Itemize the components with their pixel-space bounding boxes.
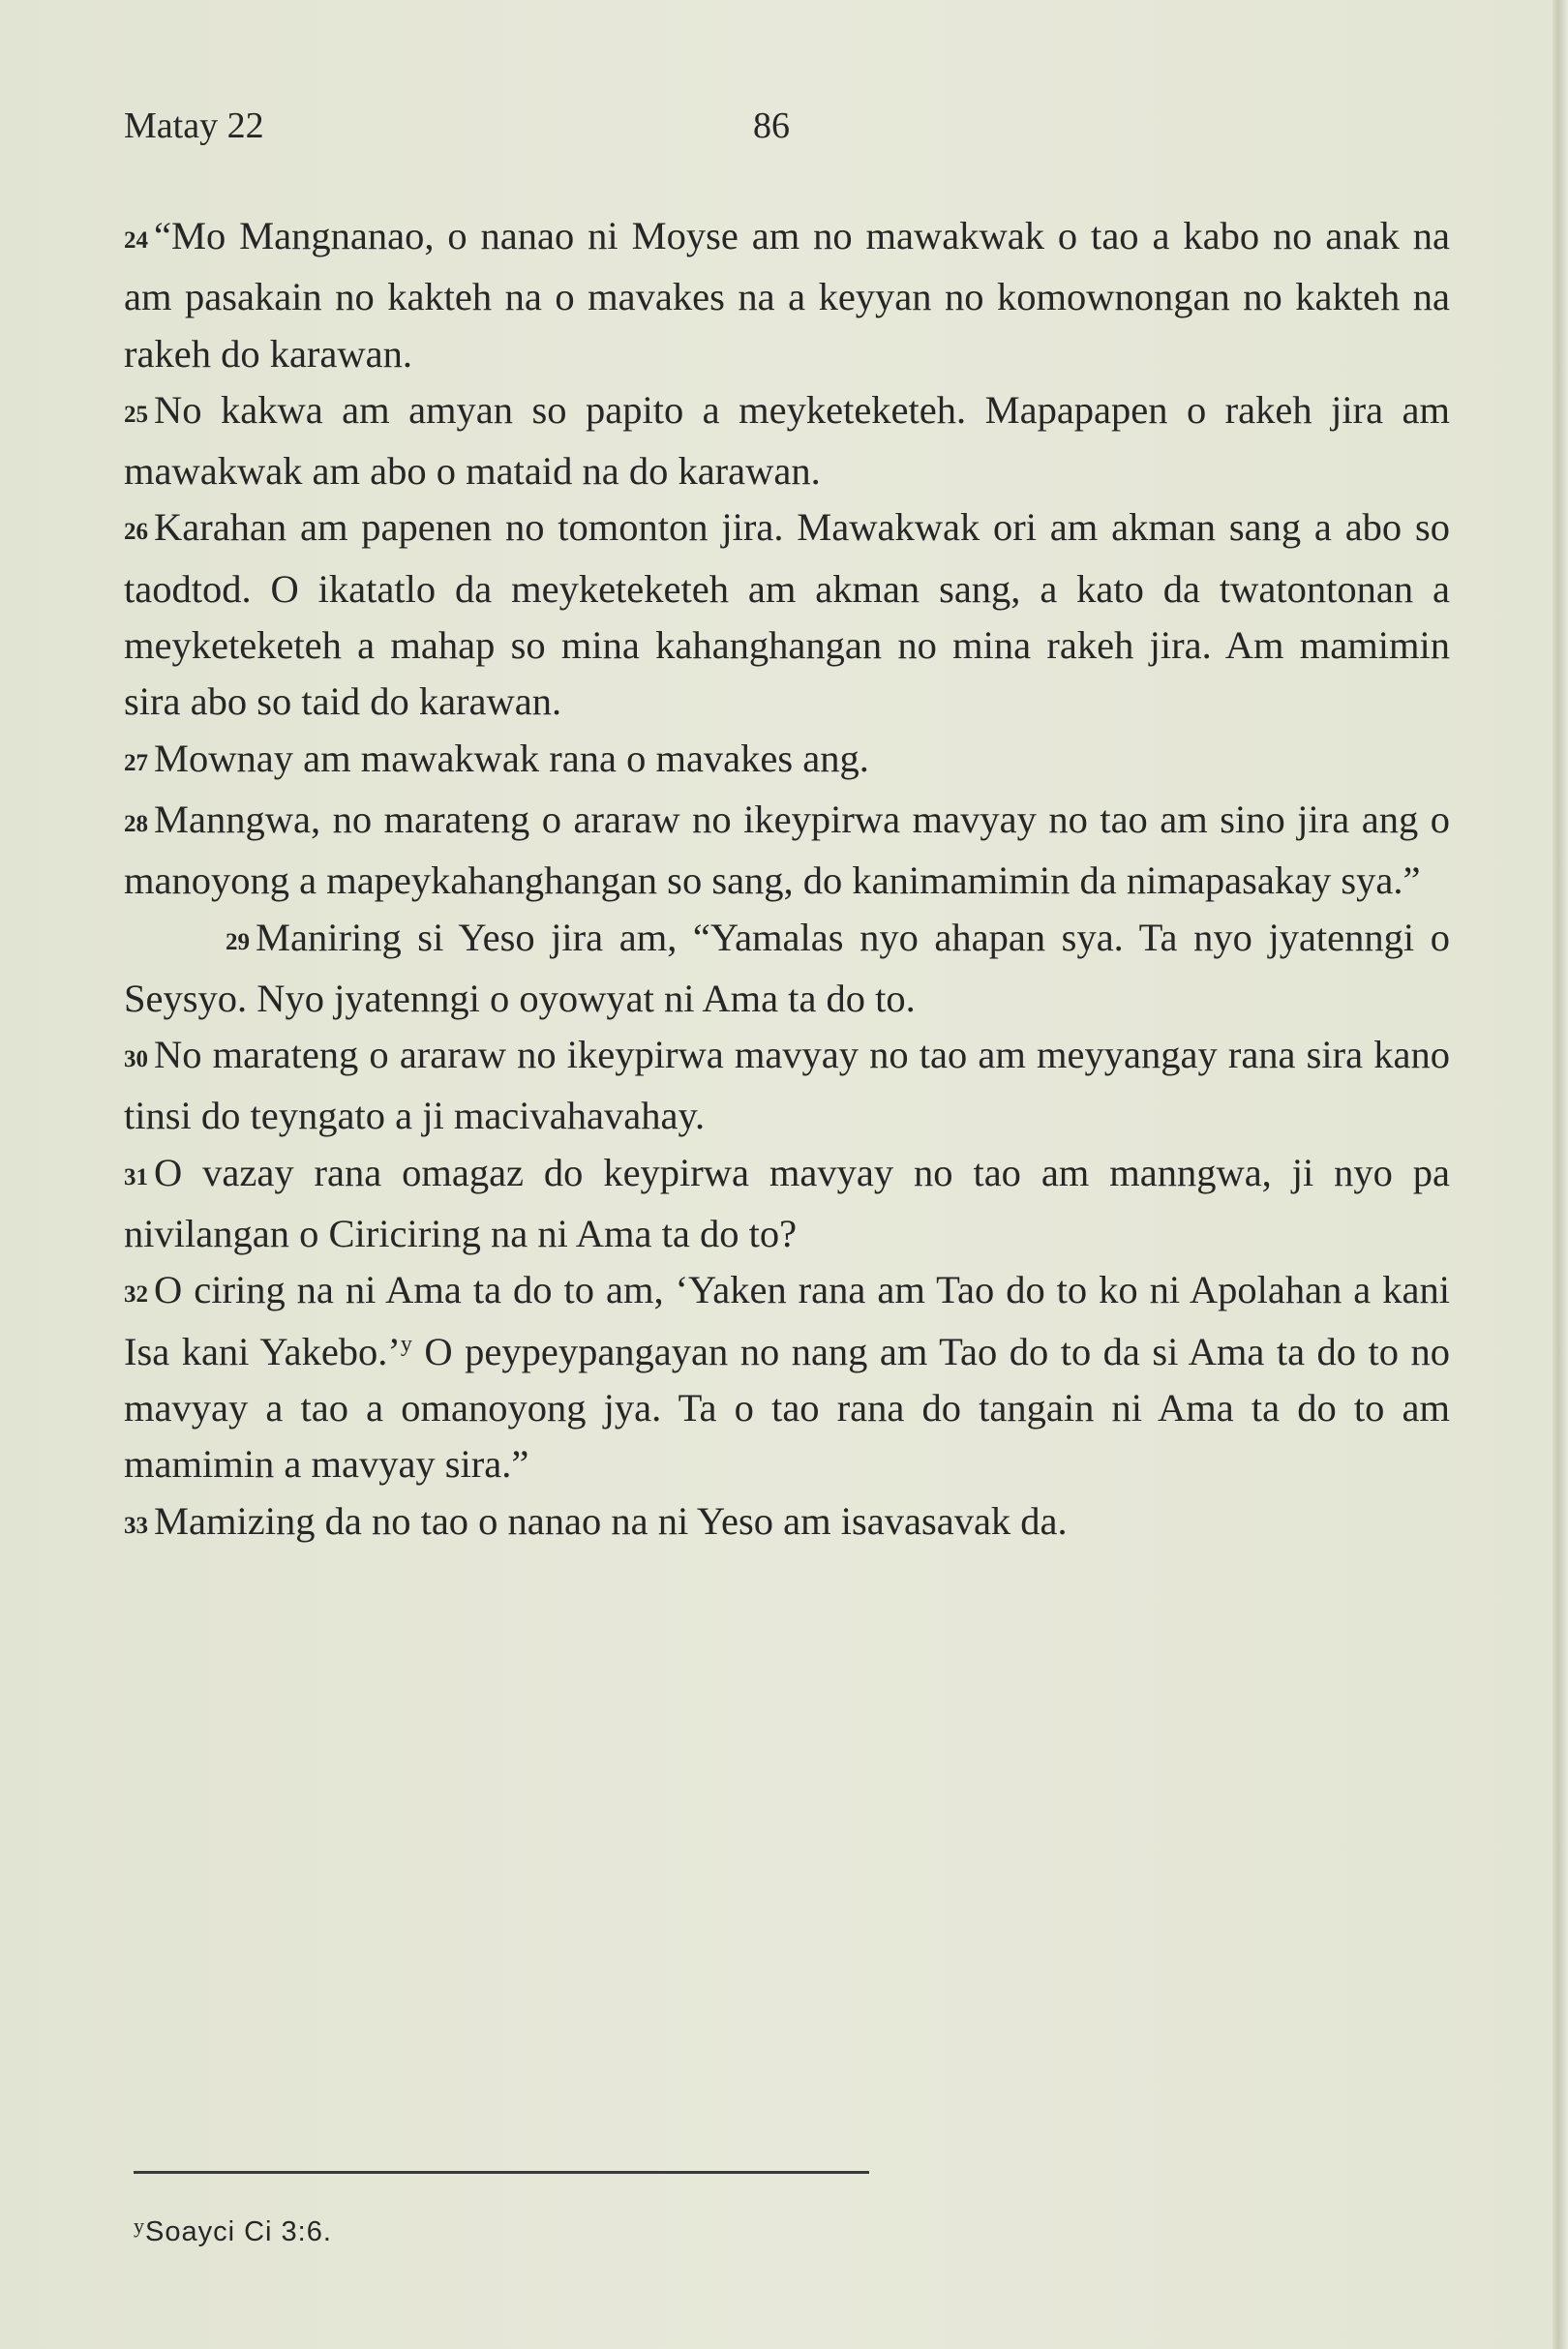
verse-number: 27 — [124, 749, 148, 776]
verse-text-continued: O peypeypangayan no nang am Tao do to da si Ama ta do to no mavyay a tao a omanoyong jya. Ta o tao rana do tangain ni Ama ta do to am mamimin a mavyay sira.” — [124, 1329, 1450, 1487]
footnote-text: Soayci Ci 3:6. — [145, 2216, 332, 2247]
verse-number: 33 — [124, 1512, 148, 1539]
verse-31 — [124, 1145, 1450, 1263]
footnote — [134, 2213, 332, 2248]
footnote-mark: y — [134, 2213, 145, 2238]
verse-number: 30 — [124, 1046, 148, 1073]
verse-text: Maniring si Yeso jira am, “Yamalas nyo ahapan sya. Ta nyo jyatenngi o Seysyo. Nyo jyatenngi o oyowyat ni Ama ta do to. — [124, 915, 1450, 1020]
verse-number: 32 — [124, 1281, 148, 1309]
verse-33 — [124, 1493, 1450, 1554]
verse-26 — [124, 499, 1450, 730]
verse-29 — [124, 910, 1450, 1028]
verse-text: Karahan am papenen no tomonton jira. Mawakwak ori am akman sang a abo so taodtod. O ikatatlo da meyketeketeh am akman sang, a kato da twatontonan a meyketeketeh a mahap so mina kahanghangan no mina rakeh jira. Am mamimin sira abo so taid do karawan. — [124, 505, 1450, 724]
verse-number: 25 — [124, 401, 148, 428]
verse-28 — [124, 792, 1450, 910]
footnote-reference[interactable]: y — [400, 1331, 412, 1357]
verse-24 — [124, 208, 1450, 382]
verse-30 — [124, 1027, 1450, 1145]
verse-text: “Mo Mangnanao, o nanao ni Moyse am no mawakwak o tao a kabo no anak na am pasakain no kakteh na o mavakes na a keyyan no komownongan no kakteh na rakeh do karawan. — [124, 214, 1450, 376]
verse-number: 24 — [124, 227, 148, 254]
verse-text: Manngwa, no marateng o araraw no ikeypirwa mavyay no tao am sino jira ang o manoyong a mapeykahanghangan so sang, do kanimamimin da nimapasakay sya.” — [124, 797, 1450, 903]
verse-number: 31 — [124, 1163, 148, 1190]
page-spine-edge — [1553, 0, 1568, 2349]
verse-number: 26 — [124, 519, 148, 546]
verse-text: O vazay rana omagaz do keypirwa mavyay no tao am manngwa, ji nyo pa nivilangan o Ciriciring na ni Ama ta do to? — [124, 1150, 1450, 1256]
verse-text: O ciring na ni Ama ta do to am, ‘Yaken rana am Tao do to ko ni Apolahan a kani Isa kani Yakebo.’ — [124, 1268, 1450, 1373]
verse-27 — [124, 731, 1450, 792]
verse-text: Mownay am mawakwak rana o mavakes ang. — [154, 736, 869, 780]
page-header — [124, 105, 1460, 163]
verse-25 — [124, 382, 1450, 500]
verse-text: No marateng o araraw no ikeypirwa mavyay no tao am meyyangay rana sira kano tinsi do teyngato a ji macivahavahay. — [124, 1033, 1450, 1138]
page-number: 86 — [753, 105, 790, 146]
footnote-divider — [134, 2171, 869, 2174]
verse-32 — [124, 1262, 1450, 1492]
verse-number: 29 — [226, 928, 250, 955]
scripture-text — [124, 208, 1450, 1554]
running-head: Matay 22 — [124, 105, 264, 146]
verse-text: Mamizing da no tao o nanao na ni Yeso am isavasavak da. — [154, 1498, 1068, 1543]
verse-text: No kakwa am amyan so papito a meyketeketeh. Mapapapen o rakeh jira am mawakwak am abo o mataid na do karawan. — [124, 387, 1450, 494]
verse-number: 28 — [124, 810, 148, 837]
